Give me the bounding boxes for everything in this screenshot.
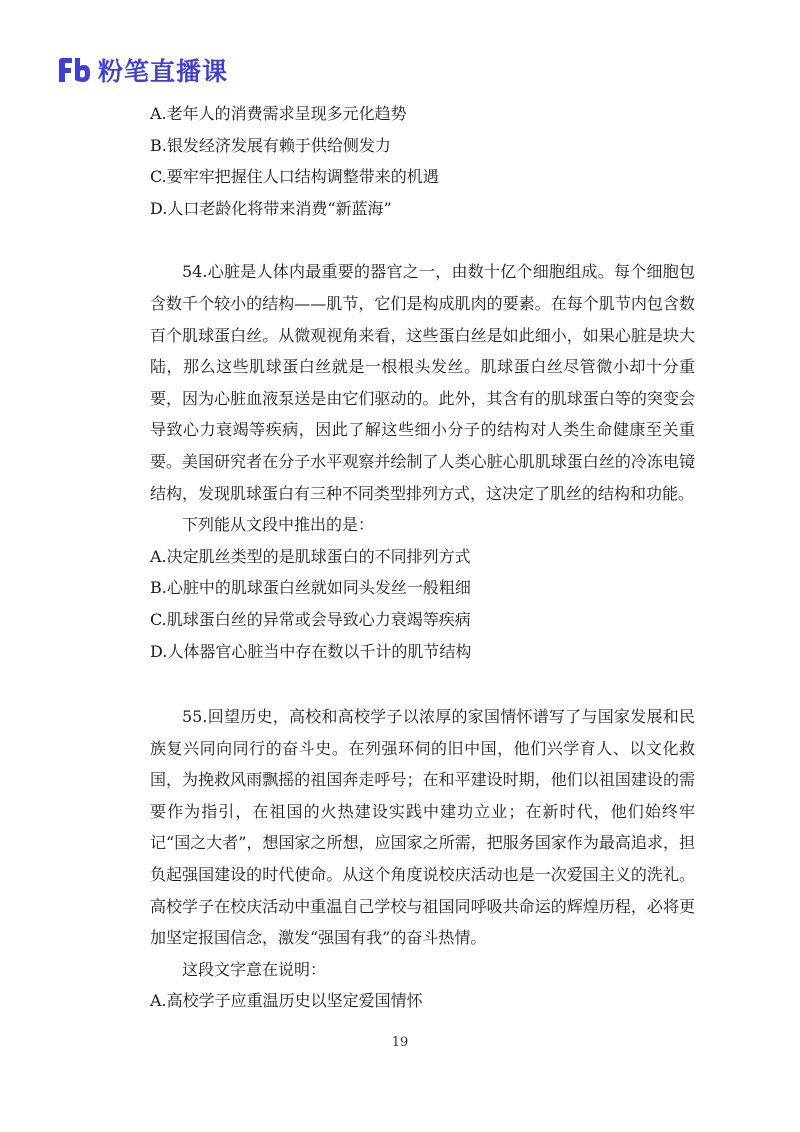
page-content	[150, 98, 695, 1017]
question-54	[150, 256, 695, 667]
question-stem: 54.心脏是人体内最重要的器官之一，由数十亿个细胞组成。每个细胞包含数千个较小的结构——肌节，它们是构成肌肉的要素。在每个肌节内包含数百个肌球蛋白丝。从微观视角来看，这些蛋白丝是如此细小，如果心脏是块大陆，那么这些肌球蛋白丝就是一根根头发丝。肌球蛋白丝尽管微小却十分重要，因为心脏血液泵送是由它们驱动的。此外，其含有的肌球蛋白等的突变会导致心力衰竭等疾病，因此了解这些细小分子的结构对人类生命健康至关重要。美国研究者在分子水平观察并绘制了人类心脏心肌肌球蛋白丝的冷冻电镜结构，发现肌球蛋白有三种不同类型排列方式，这决定了肌丝的结构和功能。	[150, 262, 695, 503]
question-prompt: 下列能从文段中推出的是：	[182, 515, 375, 535]
page-number: 19	[391, 1035, 409, 1050]
option-d: D.人体器官心脏当中存在数以千计的肌节结构	[150, 641, 472, 661]
brand-name: 粉笔直播课	[98, 57, 229, 86]
question-prompt: 这段文字意在说明：	[182, 959, 327, 979]
option-c: C.要牢牢把握住人口结构调整带来的机遇	[150, 167, 439, 187]
fenbi-logo-icon	[56, 55, 92, 85]
question-stem: 55.回望历史，高校和高校学子以浓厚的家国情怀谱写了与国家发展和民族复兴同向同行的奋斗史。在列强环伺的旧中国，他们兴学育人、以文化救国，为挽救风雨飘摇的祖国奔走呼号；在和平建设时期，他们以祖国建设的需要作为指引，在祖国的火热建设实践中建功立业；在新时代，他们始终牢记“国之大者”，想国家之所想，应国家之所需，把服务国家作为最高追求，担负起强国建设的时代使命。从这个角度说校庆活动也是一次爱国主义的洗礼。高校学子在校庆活动中重温自己学校与祖国同呼吸共命运的辉煌历程，必将更加坚定报国信念，激发“强国有我”的奋斗热情。	[150, 707, 695, 948]
question-53-options	[150, 98, 695, 224]
question-55	[150, 701, 695, 1017]
option-d: D.人口老龄化将带来消费“新蓝海”	[150, 198, 392, 218]
option-b: B.银发经济发展有赖于供给侧发力	[150, 135, 391, 155]
brand-header	[56, 52, 228, 88]
option-b: B.心脏中的肌球蛋白丝就如同头发丝一般粗细	[150, 578, 471, 598]
option-c: C.肌球蛋白丝的异常或会导致心力衰竭等疾病	[150, 609, 471, 629]
option-a: A.决定肌丝类型的是肌球蛋白的不同排列方式	[150, 546, 471, 566]
option-a: A.高校学子应重温历史以坚定爱国情怀	[150, 991, 423, 1011]
option-a: A.老年人的消费需求呈现多元化趋势	[150, 104, 407, 123]
